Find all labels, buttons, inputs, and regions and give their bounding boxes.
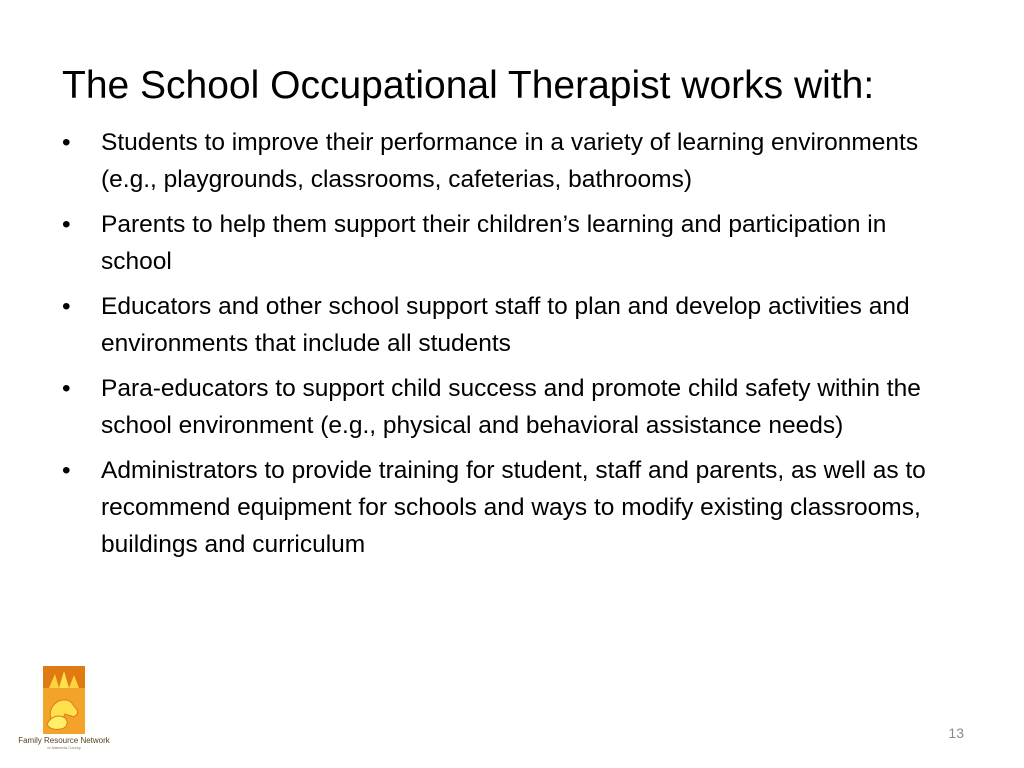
logo-subtext: of Alameda County	[47, 745, 81, 750]
bullet-list	[62, 124, 962, 571]
bullet-icon: •	[62, 375, 71, 402]
list-item	[62, 124, 962, 198]
bullet-icon: •	[62, 211, 71, 238]
bullet-text: Administrators to provide training for student, staff and parents, as well as to recommend equipment for schools and ways to modify existing classrooms, buildings and curriculum	[101, 457, 926, 558]
bullet-text: Para-educators to support child success and promote child safety within the school environment (e.g., physical and behavioral assistance needs)	[101, 375, 921, 439]
logo-name: Family Resource Network	[18, 736, 110, 745]
bullet-icon: •	[62, 457, 71, 484]
bullet-icon: •	[62, 293, 71, 320]
hands-logo-icon	[43, 666, 85, 734]
bullet-text: Students to improve their performance in a variety of learning environments (e.g., playgrounds, classrooms, cafeterias, bathrooms)	[101, 129, 919, 193]
slide-title: The School Occupational Therapist works with:	[62, 64, 875, 107]
bullet-icon: •	[62, 129, 71, 156]
list-item	[62, 288, 962, 362]
family-resource-network-logo	[14, 664, 114, 754]
list-item	[62, 452, 962, 563]
list-item	[62, 370, 962, 444]
bullet-text: Parents to help them support their children’s learning and participation in school	[101, 211, 887, 275]
list-item	[62, 206, 962, 280]
bullet-text: Educators and other school support staff to plan and develop activities and environments that include all students	[101, 293, 910, 357]
page-number: 13	[948, 725, 964, 741]
